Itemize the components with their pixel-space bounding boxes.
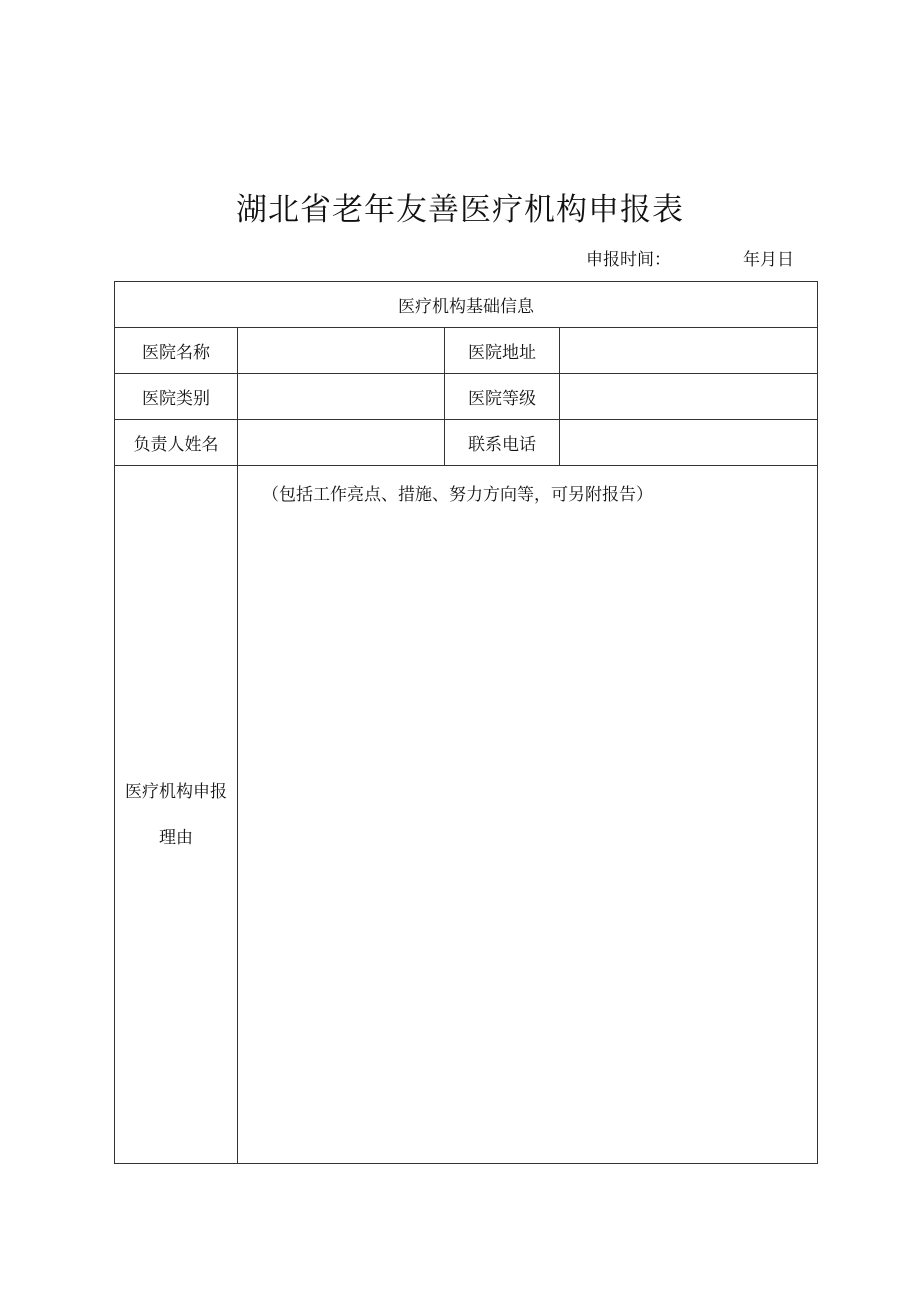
application-reason-label-line2: 理由 [159, 827, 193, 848]
application-reason-label [115, 466, 238, 1164]
contact-phone-field[interactable] [560, 420, 818, 466]
form-row-reason [115, 466, 818, 1164]
submission-date-label: 申报时间： [586, 250, 671, 270]
responsible-person-label: 负责人姓名 [115, 420, 238, 466]
hospital-category-label: 医院类别 [115, 374, 238, 420]
form-row-hospital-category [115, 374, 818, 420]
section-header: 医疗机构基础信息 [115, 282, 818, 328]
hospital-name-label: 医院名称 [115, 328, 238, 374]
hospital-name-field[interactable] [238, 328, 445, 374]
hospital-address-field[interactable] [560, 328, 818, 374]
contact-phone-label: 联系电话 [445, 420, 560, 466]
application-reason-field[interactable] [238, 466, 818, 1164]
form-row-contact [115, 420, 818, 466]
responsible-person-field[interactable] [238, 420, 445, 466]
section-header-row [115, 282, 818, 328]
hospital-category-field[interactable] [238, 374, 445, 420]
application-form-table [114, 281, 818, 1164]
hospital-level-label: 医院等级 [445, 374, 560, 420]
application-reason-hint: （包括工作亮点、措施、努力方向等，可另附报告） [262, 485, 653, 505]
application-reason-label-line1: 医疗机构申报 [125, 781, 227, 802]
form-row-hospital-name [115, 328, 818, 374]
submission-date-ymd[interactable]: 年月日 [743, 250, 794, 270]
hospital-level-field[interactable] [560, 374, 818, 420]
hospital-address-label: 医院地址 [445, 328, 560, 374]
submission-date-line [586, 248, 806, 272]
document-title: 湖北省老年友善医疗机构申报表 [236, 192, 684, 228]
